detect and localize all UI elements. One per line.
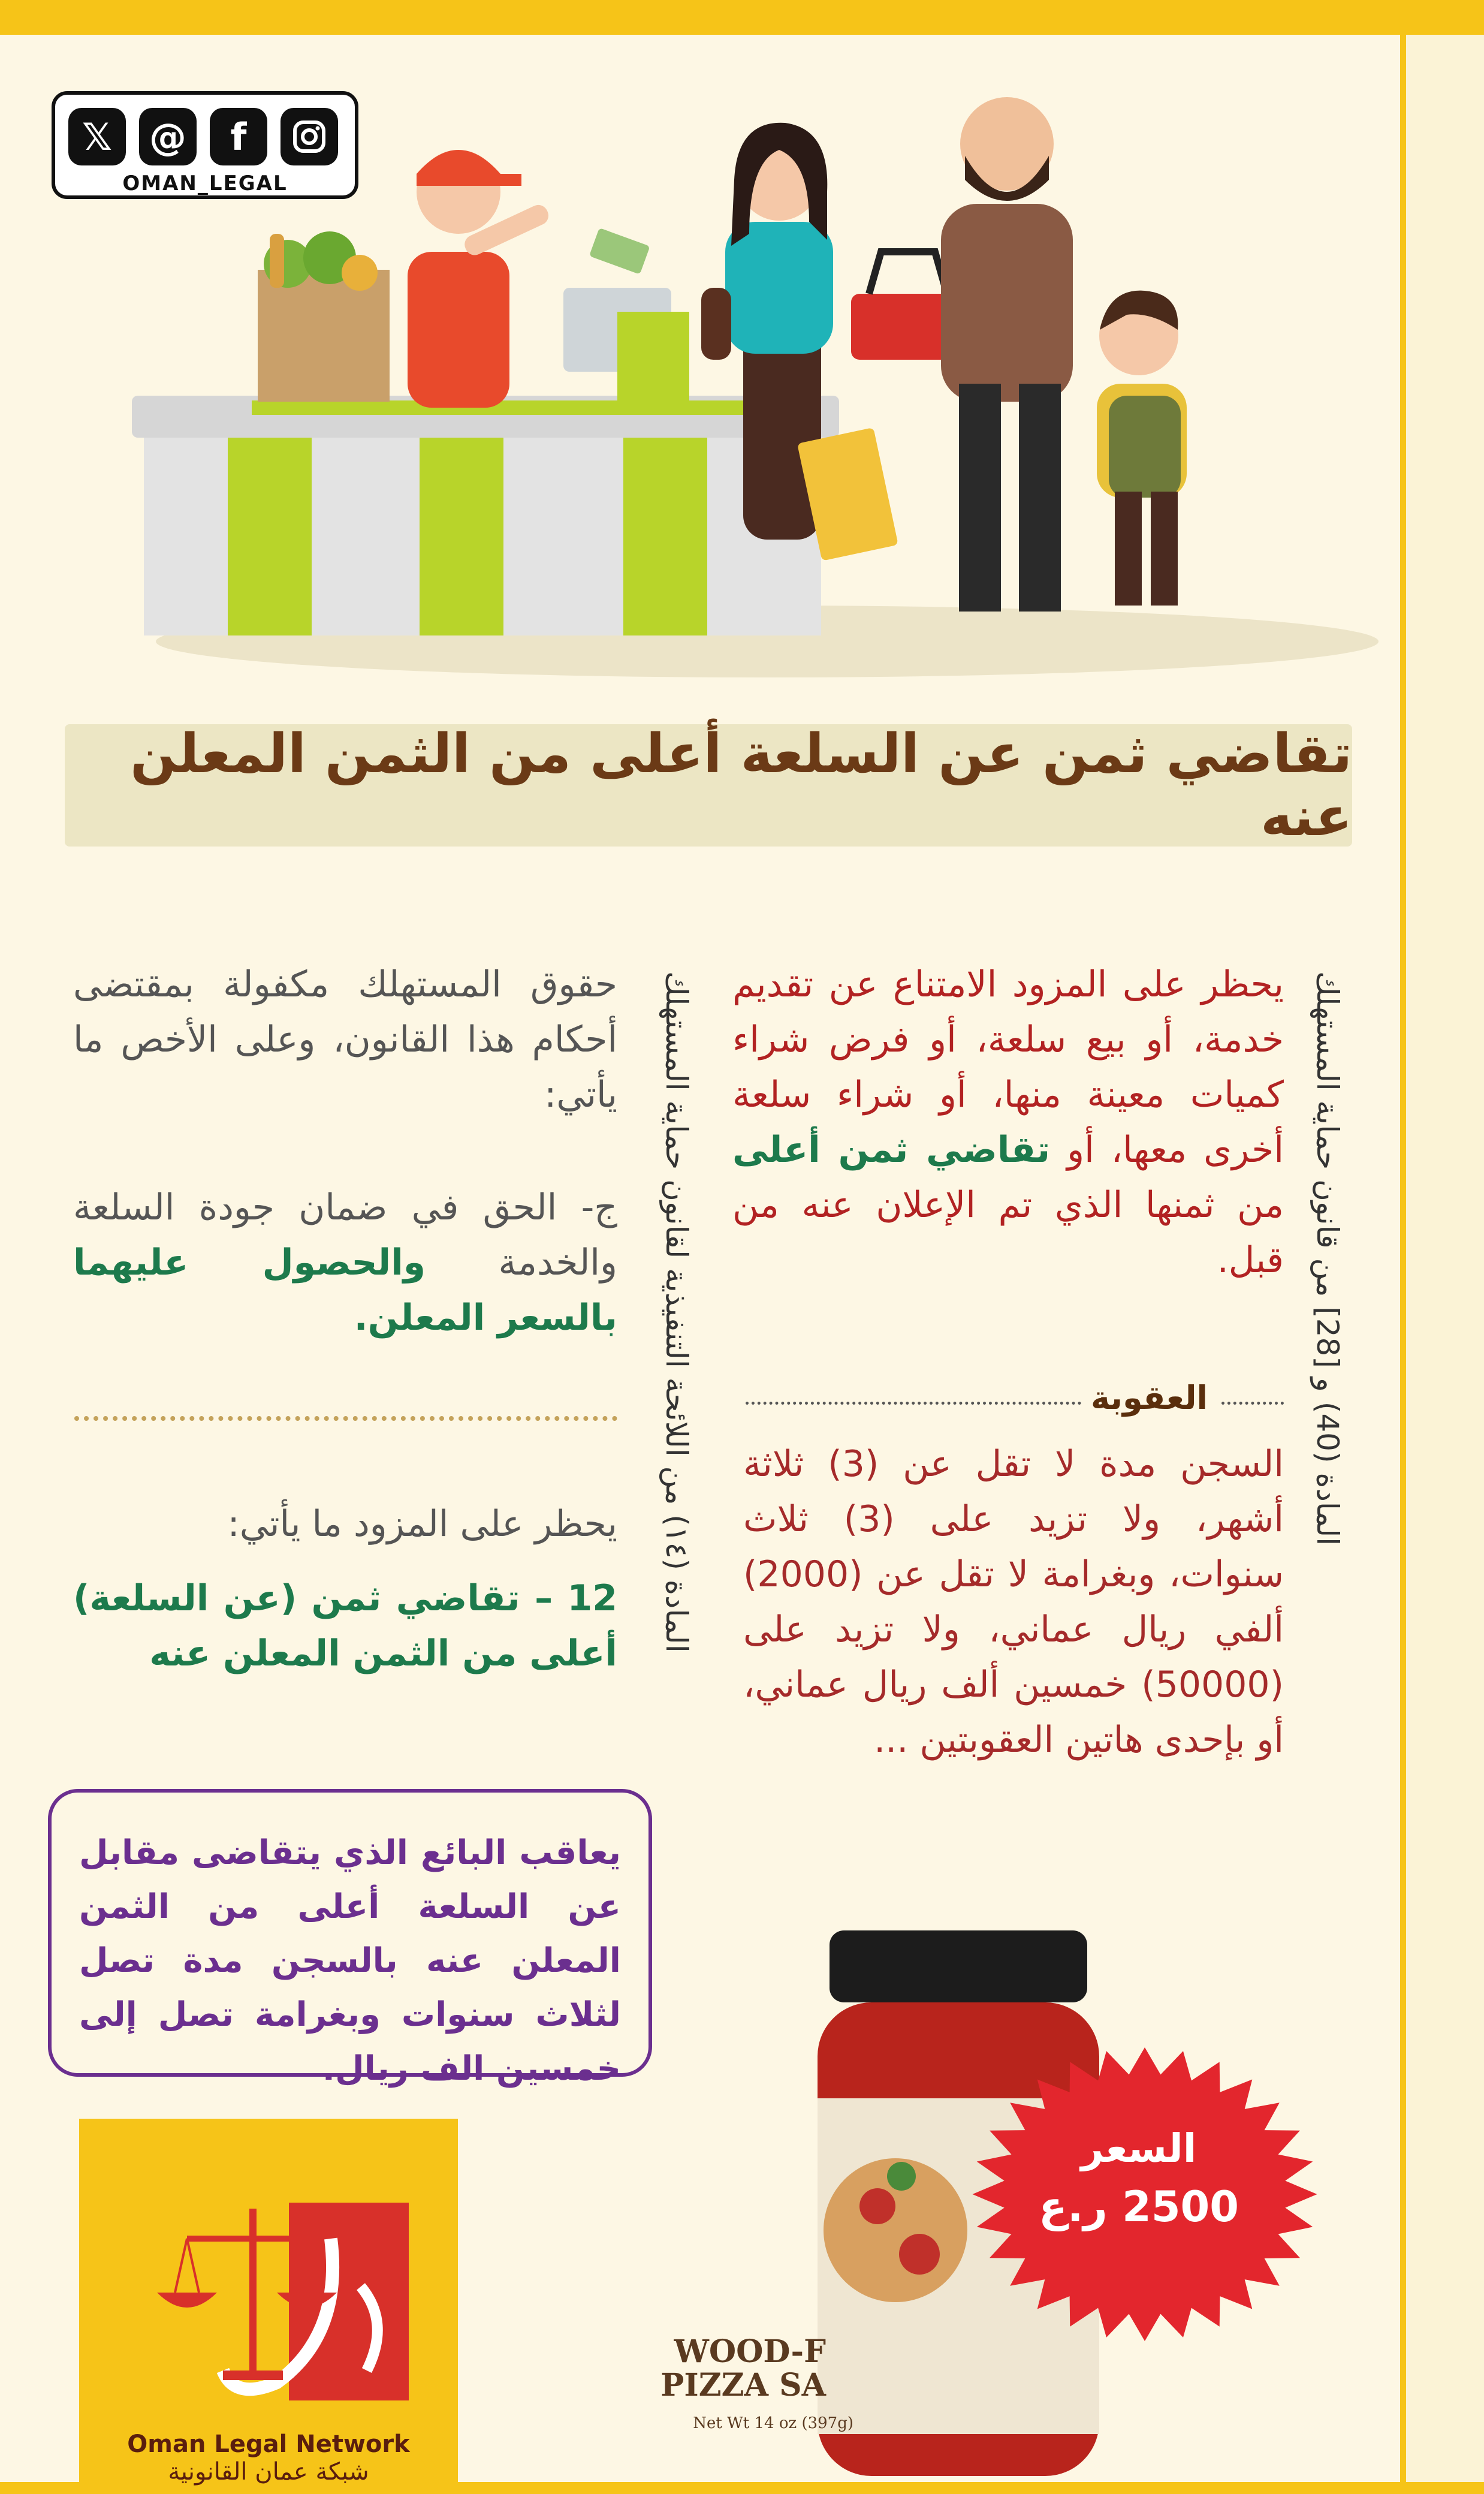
item-c-highlight: والحصول عليهما بالسعر المعلن. [73,1242,617,1339]
item-c-text: ج- الحق في ضمان جودة السلعة والخدمة [73,1186,618,1284]
x-icon[interactable]: 𝕏 [68,108,126,165]
top-border [0,0,1484,35]
scales-of-justice-icon [79,2119,458,2430]
prohibit-intro: يحظر على المزود ما يأتي: [227,1503,617,1545]
right-paragraph-highlight: تقاضي ثمن أعلى [732,1129,1051,1171]
jar-label-line3: Net Wt 14 oz (397g) [693,2414,853,2432]
section-divider [74,1416,617,1421]
price-value: 2500 ر.ع [1039,2182,1239,2231]
jar-label-line2: PIZZA SA [660,2367,826,2403]
title-banner [65,724,1352,847]
social-handle: OMAN_LEGAL [122,171,288,195]
summary-box: يعاقب البائع الذي يتقاضى مقابل عن السلعة أعلى من الثمن المعلن عنه بالسجن مدة تصل لثلاث سنوات وبغرامة تصل إلى خمسين الف ريال. [48,1789,652,2077]
jar-label-line1: WOOD-F [674,2333,826,2370]
right-article-paragraph [732,957,1284,1288]
logo-arabic-name: شبكة عمان القانونية [168,2458,369,2486]
right-paragraph-end: من ثمنها الذي تم الإعلان عنه من قبل. [732,1184,1284,1281]
facebook-icon[interactable]: f [210,108,267,165]
oman-legal-network-logo [79,2119,458,2486]
threads-icon[interactable]: @ [139,108,197,165]
penalty-dotted-line-right [1221,1402,1284,1405]
penalty-heading: العقوبة [1091,1379,1208,1417]
page-title: تقاضي ثمن عن السلعة أعلى من الثمن المعلن عنه [130,722,1352,848]
right-margin-strip [1406,35,1484,2482]
left-article-label: المادة (١٤) من اللائحة التنفيذية لقانون حماية المستهلك [659,971,694,1653]
consumer-rights-intro: حقوق المستهلك مكفولة بمقتضى أحكام هذا القانون، وعلى الأخص ما يأتي: [73,963,617,1116]
item-c-paragraph [73,1180,617,1345]
penalty-text: السجن مدة لا تقل عن (3) ثلاثة أشهر، ولا تزيد على (3) ثلاث سنوات، وبغرامة لا تقل عن (2000) ألفي ريال عماني، ولا تزيد على (50000) خمسين ألف ريال عماني، أو بإحدى هاتين العقوبتين ... [743,1443,1284,1761]
right-border-line [1400,35,1406,2482]
right-paragraph-text: يحظر على المزود الامتناع عن تقديم خدمة، أو بيع سلعة، أو فرض شراء كميات معينة منها، أو شراء سلعة أخرى معها، أو [732,963,1284,1171]
logo-english-name: Oman Legal Network [127,2430,410,2458]
price-label: السعر [1081,2125,1197,2171]
shopping-checkout-illustration [108,72,1355,707]
right-article-label: المادة (40) و [28] من قانون حماية المستهلك [1310,971,1345,1546]
penalty-dotted-line [746,1402,1081,1405]
item-12: 12 – تقاضي ثمن (عن السلعة) أعلى من الثمن المعلن عنه [73,1577,617,1674]
